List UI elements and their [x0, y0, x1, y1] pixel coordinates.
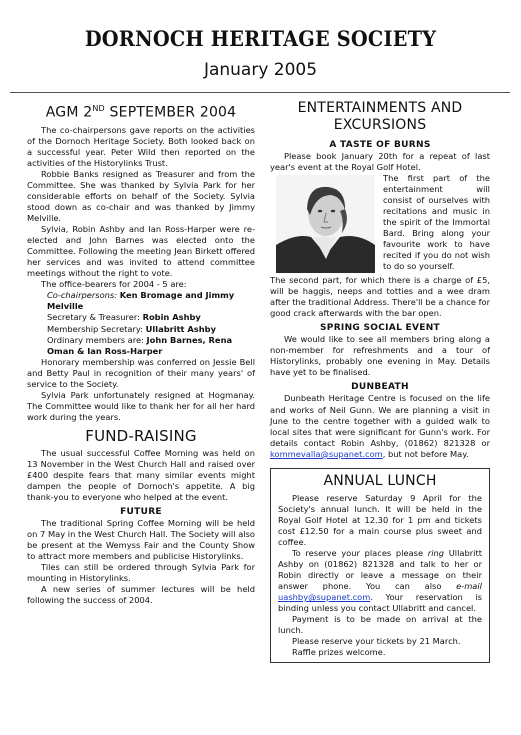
membership-line: Membership Secretary: Ullabritt Ashby: [47, 323, 217, 334]
dunbeath-heading: DUNBEATH: [351, 382, 409, 393]
agm-paragraph-4: The office-bearers for 2004 - 5 are:: [41, 279, 187, 290]
spring-social-paragraph: We would like to see all members bring along a non-member for refreshments and a tour of Historylinks, probably one evening in May. Details have yet to be finalised.: [270, 334, 490, 378]
lunch-line-raffle: Raffle prizes welcome.: [292, 647, 386, 658]
agm-paragraph-1: The co-chairpersons gave reports on the activities of the Dornoch Heritage Society. Both looked back on a successful year. Peter Wild then reported on the activities of the Historylinks Trust.: [27, 124, 255, 168]
agm-paragraph-2: Robbie Banks resigned as Treasurer and from the Committee. She was thanked by Sylvia Park for her considerable efforts on behalf of the Society. Sylvia stood down as co-chair and was thanked by Jimmy Melville.: [27, 168, 255, 224]
spring-social-heading: SPRING SOCIAL EVENT: [320, 323, 440, 334]
future-heading: FUTURE: [120, 507, 162, 518]
fundraising-paragraph-1: The usual successful Coffee Morning was held on 13 November in the West Church Hall and raised over £400 despite fears that many similar events might dampen the people of Dornoch's appetite. A big thank-you to everyone who helped at the event.: [27, 447, 255, 503]
lunch-line-payment: Payment is to be made on arrival at the lunch.: [278, 614, 482, 636]
dunbeath-email-link[interactable]: kommevalla@supanet.com: [270, 448, 383, 459]
burns-block: [270, 173, 490, 275]
dunbeath-paragraph: Dunbeath Heritage Centre is focused on the life and works of Neil Gunn. We are planning a visit in June to the centre together with a guided walk to local sites that were significant for Gunn's work. For details contact Robin Ashby, (01862) 821328 or kommevalla@supanet.com, but not before May.: [270, 393, 490, 459]
lunch-line-tickets: Please reserve your tickets by 21 March.: [292, 636, 461, 647]
society-title: DORNOCH HERITAGE SOCIETY: [84, 26, 437, 51]
fundraising-heading: FUND-RAISING: [85, 426, 197, 445]
burns-paragraph-2: The first part of the entertainment will consist of ourselves with recitations and music in the spirit of the Immortal Bard. Bring along your favourite work to have recited if you do not wish to do so yourself.: [383, 173, 490, 272]
agm-paragraph-3: Sylvia, Robin Ashby and Ian Ross-Harper were re-elected and John Barnes was elected onto the Committee. Following the meeting Jean Birkett offered her services and was invited to attend committee meetings without the right to vote.: [27, 224, 255, 279]
treasurer-line: Secretary & Treasurer: Robin Ashby: [47, 312, 201, 323]
robert-burns-portrait-image: [276, 175, 375, 273]
cochairpersons-line: Co-chairpersons: Ken Bromage and Jimmy Melville: [47, 290, 235, 312]
right-column: [270, 100, 490, 663]
ordinary-members-line: Ordinary members are: John Barnes, Rena Oman & Ian Ross-Harper: [47, 334, 233, 356]
annual-lunch-heading: ANNUAL LUNCH: [323, 472, 437, 489]
fundraising-paragraph-2: The traditional Spring Coffee Morning will be held on 7 May in the West Church Hall. The Society will also be present at the Wemyss Fair and the County Show to attract more members and publicise Historylinks.: [27, 518, 255, 562]
agm-paragraph-6: Sylvia Park unfortunately resigned at Hogmanay. The Committee would like to thank her for all her hard work during the years.: [27, 389, 255, 422]
burns-heading: A TASTE OF BURNS: [329, 140, 431, 150]
fundraising-paragraph-3: Tiles can still be ordered through Sylvia Park for mounting in Historylinks.: [27, 562, 255, 584]
lunch-paragraph-1: Please reserve Saturday 9 April for the Society's annual lunch. It will be held in the Royal Golf Hotel at 12.30 for 1 pm and tickets cost £12.50 for a main course plus sweet and coffee.: [278, 492, 482, 547]
fundraising-paragraph-4: A new series of summer lectures will be held following the success of 2004.: [27, 584, 255, 606]
issue-date: January 2005: [203, 60, 318, 80]
lunch-email-link[interactable]: uashby@supanet.com: [278, 592, 371, 603]
burns-paragraph-3: The second part, for which there is a charge of £5, will be haggis, neeps and totties and a wee dram after the traditional Address. There'll be a chance for good crack afterwards with the bar open.: [270, 275, 490, 319]
entertainments-heading: ENTERTAINMENTS AND EXCURSIONS: [297, 100, 463, 133]
agm-paragraph-5: Honorary membership was conferred on Jessie Bell and Betty Paul in recognition of their many years' of service to the Society.: [27, 356, 255, 389]
header-divider: [10, 92, 510, 93]
annual-lunch-box: [270, 468, 490, 664]
lunch-paragraph-2: To reserve your places please ring Ullabritt Ashby on (01862) 821328 and talk to her or Robin directly or leave a message on their answer phone. You can also e-mail uashby@supanet.com. Your reservation is binding unless you contact Ullabritt and cancel.: [278, 547, 482, 614]
left-column: [27, 100, 255, 607]
agm-heading: AGM 2ND SEPTEMBER 2004: [45, 104, 237, 121]
burns-paragraph-1: Please book January 20th for a repeat of last year's event at the Royal Golf Hotel.: [270, 151, 490, 173]
